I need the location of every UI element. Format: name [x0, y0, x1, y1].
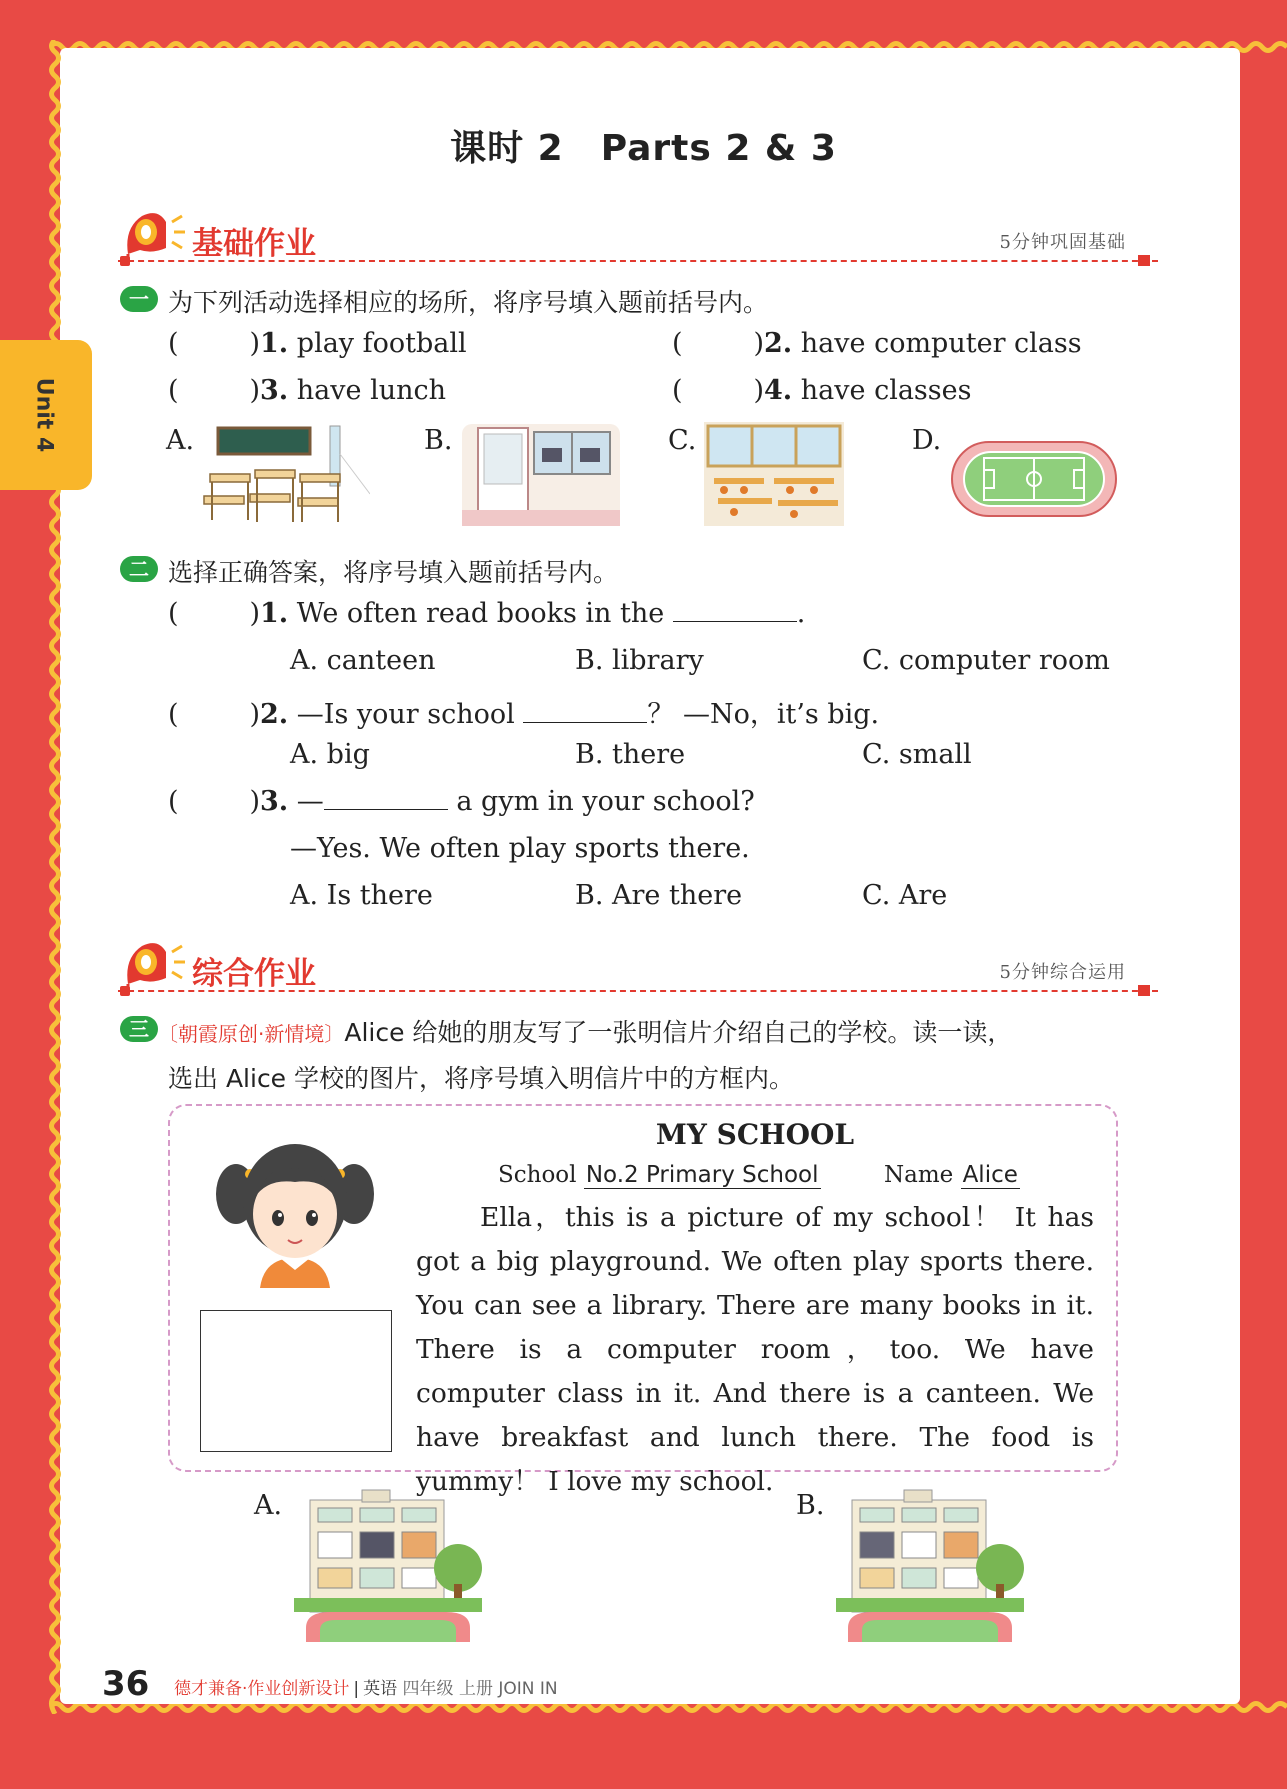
section-rule-start — [120, 986, 130, 996]
school-option-letter-a: A. — [254, 1490, 283, 1521]
q2-2-option-c: C. small — [862, 739, 972, 770]
answer-bracket[interactable] — [168, 786, 260, 817]
fill-blank[interactable] — [673, 599, 797, 622]
q2-2-option-a: A. big — [290, 739, 370, 770]
q1-item-2: ( ) 2. have computer class — [672, 328, 1082, 359]
school-building-picture-a-icon — [290, 1488, 486, 1642]
page-title: 课时 2 Parts 2 & 3 — [450, 128, 837, 169]
question-source-tag: 〔朝霞原创·新情境〕 — [158, 1022, 345, 1046]
postcard-passage — [416, 1196, 1094, 1504]
q1-item-4: ( ) 4. have classes — [672, 375, 971, 406]
footer-term: 上册 — [458, 1679, 493, 1699]
footer-series: 德才兼备·作业创新设计 | 英语 四年级 上册 JOIN IN — [174, 1679, 558, 1699]
question-instruction-3: 〔朝霞原创·新情境〕Alice 给她的朋友写了一张明信片介绍自己的学校。读一读， — [158, 1018, 1013, 1047]
answer-bracket[interactable] — [168, 328, 260, 359]
q2-3-option-a: A. Is there — [290, 880, 433, 911]
question-badge-2: 二 — [120, 556, 158, 582]
q2-item-1: ( )1. We often read books in the . — [168, 598, 805, 629]
megaphone-icon — [122, 938, 188, 992]
section-label-basic: 基础作业 — [192, 226, 316, 262]
question-badge-1: 一 — [120, 286, 158, 312]
page-number: 36 — [102, 1664, 150, 1704]
section-rule-end — [1138, 985, 1150, 996]
answer-bracket[interactable] — [672, 375, 764, 406]
postcard-passage-text: Ella，this is a picture of my school！ It has got a big playground. We often play sports there. You can see a library. There are many books in it. There is a computer room，too. We have computer class in it. And there is a canteen. We have breakfast and lunch there. The food is yummy！ I love my school. — [416, 1202, 1094, 1497]
q2-3-second-line: —Yes. We often play sports there. — [290, 833, 750, 864]
postcard-school-value: No.2 Primary School — [585, 1162, 819, 1188]
picture-letter-c: C. — [668, 425, 697, 456]
postcard-school-label: School — [498, 1162, 577, 1188]
postcard-title: MY SCHOOL — [655, 1118, 855, 1151]
answer-bracket[interactable] — [168, 598, 260, 629]
unit-tab — [0, 340, 92, 490]
picture-letter-a: A. — [166, 425, 195, 456]
unit-tab-label: Unit 4 — [31, 377, 57, 453]
q2-item-2: ( )2. —Is your school ？ —No，it’s big. — [168, 692, 879, 731]
footer-brand: 德才兼备·作业创新设计 — [174, 1679, 350, 1699]
postcard-name-line — [884, 1162, 1020, 1188]
q2-1-option-c: C. computer room — [862, 645, 1110, 676]
answer-bracket[interactable] — [168, 699, 260, 730]
picture-letter-b: B. — [424, 425, 453, 456]
fill-blank[interactable] — [324, 787, 448, 810]
q2-2-option-b: B. there — [575, 739, 686, 770]
q2-1-option-a: A. canteen — [290, 645, 436, 676]
section-time-basic: 5分钟巩固基础 — [999, 232, 1126, 253]
postcard-name-value: Alice — [962, 1162, 1018, 1188]
q2-item-3: ( )3. — a gym in your school? — [168, 786, 755, 817]
school-option-letter-b: B. — [796, 1490, 825, 1521]
q2-1-option-b: B. library — [575, 645, 704, 676]
q1-item-1: ( )1. play football — [168, 328, 467, 359]
question-instruction-1: 为下列活动选择相应的场所，将序号填入题前括号内。 — [168, 288, 769, 317]
section-label-comprehensive: 综合作业 — [192, 956, 316, 992]
q2-3-option-b: B. Are there — [575, 880, 743, 911]
library-room-picture-icon — [462, 424, 620, 526]
playground-picture-icon — [950, 440, 1118, 518]
school-building-picture-b-icon — [832, 1488, 1028, 1642]
classroom-picture-icon — [200, 424, 370, 526]
section-rule — [118, 260, 1158, 262]
canteen-picture-icon — [704, 422, 844, 526]
postcard-school-line — [498, 1162, 821, 1188]
footer-edition: JOIN IN — [498, 1679, 558, 1699]
megaphone-icon — [122, 208, 188, 262]
answer-bracket[interactable] — [672, 328, 764, 359]
q1-item-3: ( )3. have lunch — [168, 375, 446, 406]
section-rule-end — [1138, 255, 1150, 266]
question-badge-3: 三 — [120, 1016, 158, 1042]
girl-avatar-icon — [214, 1136, 376, 1288]
section-header-comprehensive — [118, 946, 1158, 996]
fill-blank[interactable] — [523, 700, 647, 723]
footer-grade: 四年级 — [402, 1679, 454, 1699]
answer-box[interactable] — [200, 1310, 392, 1452]
section-header-basic — [118, 216, 1158, 266]
footer-subject: 英语 — [363, 1679, 398, 1699]
question-instruction-2: 选择正确答案，将序号填入题前括号内。 — [168, 558, 619, 587]
question-instruction-3-line2: 选出 Alice 学校的图片，将序号填入明信片中的方框内。 — [168, 1064, 795, 1093]
answer-bracket[interactable] — [168, 375, 260, 406]
q2-3-option-c: C. Are — [862, 880, 948, 911]
section-time-comprehensive: 5分钟综合运用 — [999, 962, 1126, 983]
section-rule — [118, 990, 1158, 992]
picture-letter-d: D. — [912, 425, 942, 456]
section-rule-start — [120, 256, 130, 266]
wavy-border-left — [48, 40, 62, 1714]
postcard-name-label: Name — [884, 1162, 954, 1188]
